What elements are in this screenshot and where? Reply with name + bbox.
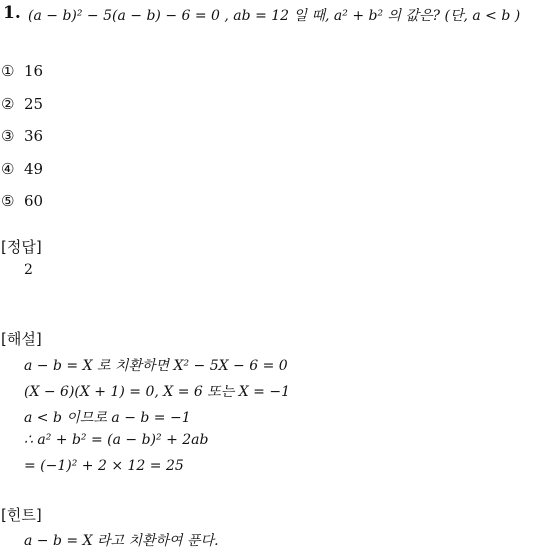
choice-2[interactable]	[1, 95, 43, 113]
choice-marker: ④	[1, 160, 15, 178]
explanation-line-2: (X − 6)(X + 1) = 0, X = 6 또는 X = −1	[24, 384, 290, 400]
explanation-label: [해설]	[1, 330, 42, 348]
choice-marker: ⑤	[1, 192, 15, 210]
question-text: (a − b)² − 5(a − b) − 6 = 0 , ab = 12 일 때, a² + b² 의 값은? (단, a < b )	[28, 8, 521, 24]
hint-label: [힌트]	[1, 506, 42, 524]
choice-value: 60	[24, 192, 44, 210]
explanation-line-1: a − b = X 로 치환하면 X² − 5X − 6 = 0	[24, 358, 288, 374]
choice-3[interactable]	[1, 127, 43, 145]
question-number: 1.	[3, 3, 21, 23]
choice-value: 49	[24, 160, 44, 178]
answer-label: [정답]	[1, 238, 42, 256]
explanation-line-5: = (−1)² + 2 × 12 = 25	[24, 458, 184, 474]
choice-5[interactable]	[1, 192, 43, 210]
hint-text: a − b = X 라고 치환하여 푼다.	[24, 533, 219, 549]
choice-value: 36	[24, 127, 44, 145]
choice-marker: ③	[1, 127, 15, 145]
choice-marker: ①	[1, 62, 15, 80]
choice-value: 16	[24, 62, 44, 80]
choice-4[interactable]	[1, 160, 43, 178]
explanation-line-4: ∴ a² + b² = (a − b)² + 2ab	[24, 432, 209, 448]
explanation-line-3: a < b 이므로 a − b = −1	[24, 410, 191, 426]
choice-marker: ②	[1, 95, 15, 113]
choice-value: 25	[24, 95, 44, 113]
choice-1[interactable]	[1, 62, 43, 80]
answer-value: 2	[24, 262, 33, 278]
